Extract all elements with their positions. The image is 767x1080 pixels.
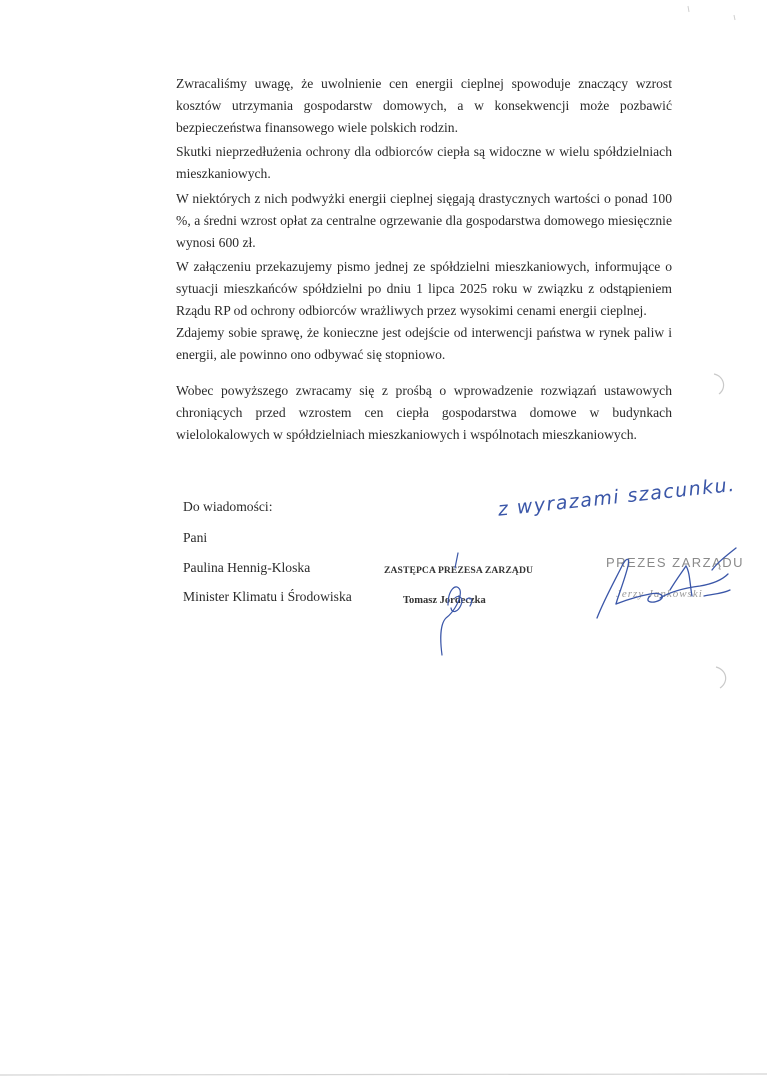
paragraph-request: Wobec powyższego zwracamy się z prośbą o wprowadzenie rozwiązań ustawowych chroniących przed wzrostem cen ciepła gospodarstwa domowe w budynkach wielolokalowych w spółdzielniach mieszkaniowych i wspólnotach mieszkaniowych. [176,383,672,442]
handwritten-closing-text: z wyrazami szacunku. [496,473,737,521]
president-stamp-title: PREZES ZARZĄDU [606,555,745,570]
punch-hole-mark-top [714,374,724,394]
scan-dot [734,15,735,20]
paragraph-energy-prices: Zwracaliśmy uwagę, że uwolnienie cen energii cieplnej spowoduje znaczący wzrost kosztów utrzymania gospodarstw domowych, a w konsekwencji może pozbawić bezpieczeństwa finansowego wiele polskich rodzin. [176,76,672,135]
president-stamp-name: Jerzy Jankowski [616,588,703,600]
cc-label: Do wiadomości: [183,499,273,514]
paragraph-price-increases: W niektórych z nich podwyżki energii cieplnej sięgają drastycznych wartości o ponad 100 %, a średni wzrost opłat za centralne ogrzewanie dla gospodarstwa domowego miesięcznie wynosi 600 zł. [176,191,672,250]
page-bottom-edge [0,1074,767,1075]
scan-dot [688,6,689,12]
paragraph-attachment: W załączeniu przekazujemy pismo jednej ze spółdzielni mieszkaniowych, informujące o sytuacji mieszkańców spółdzielni po dniu 1 lipca 2025 roku w związku z odstąpieniem Rządu RP od ochrony odbiorców wrażliwych przez wysokimi cenami energii cieplnej. [176,259,672,318]
cc-recipient-role: Minister Klimatu i Środowiska [183,589,352,604]
paragraph-intervention: Zdajemy sobie sprawę, że konieczne jest odejście od interwencji państwa w rynek paliw i energii, ale powinno ono odbywać się stopniowo. [176,325,672,362]
deputy-stamp-name: Tomasz Jordeczka [403,595,486,606]
punch-hole-mark-bottom [716,667,726,688]
handwritten-closing [496,474,737,521]
deputy-stamp-title: ZASTĘPCA PREZESA ZARZĄDU [384,565,534,576]
cc-recipient-name: Paulina Hennig-Kloska [183,560,311,575]
cc-recipient-title: Pani [183,530,208,545]
paragraph-protection-effects: Skutki nieprzedłużenia ochrony dla odbiorców ciepła są widoczne w wielu spółdzielniach mieszkaniowych. [176,144,672,181]
